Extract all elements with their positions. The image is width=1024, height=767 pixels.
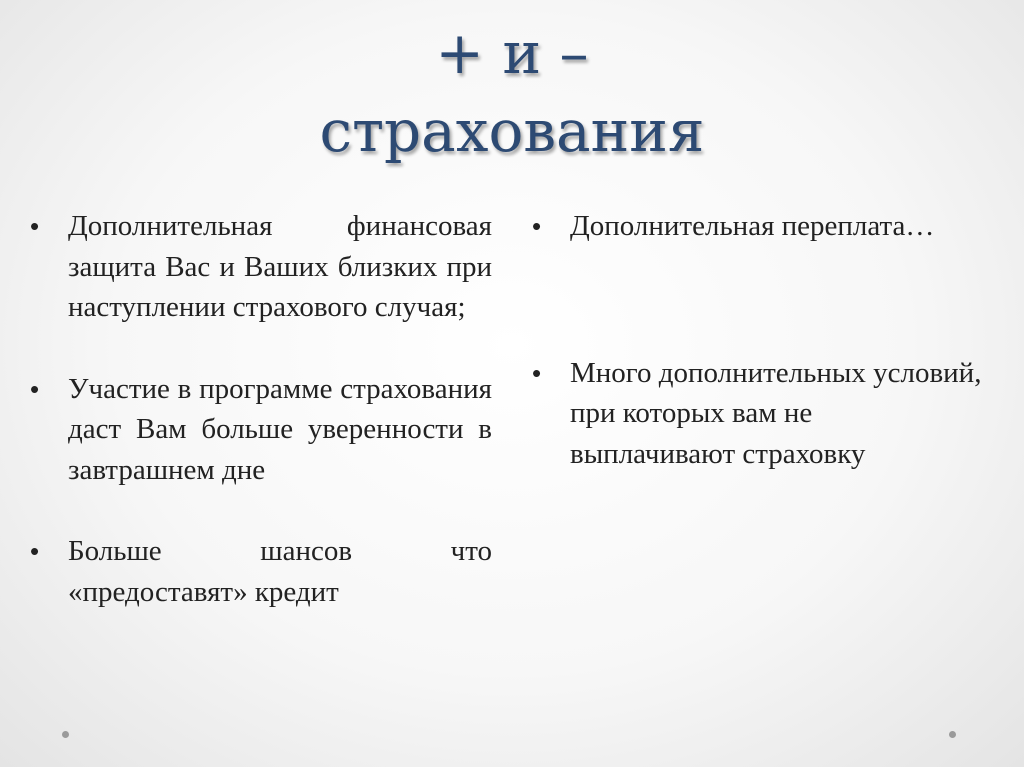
pros-item-1 bbox=[30, 206, 492, 328]
cons-item-1 bbox=[532, 206, 982, 247]
pros-item-2 bbox=[30, 369, 492, 491]
decorative-dot-left bbox=[62, 731, 69, 738]
pros-column bbox=[30, 206, 492, 612]
cons-item-2-text: Много дополнительных условий, при которых вам не выплачивают страховку bbox=[570, 356, 982, 470]
bullet-icon: • bbox=[30, 536, 40, 566]
decorative-dot-right bbox=[949, 731, 956, 738]
pros-item-2-text: Участие в программе страхования даст Вам больше уверенности в завтрашнем дне bbox=[68, 372, 492, 486]
cons-item-2 bbox=[532, 353, 982, 475]
title-line-1: + и – bbox=[435, 19, 589, 87]
cons-column bbox=[532, 206, 982, 474]
pros-item-1-text: Дополнительная финансовая защита Вас и Ваших близких при наступлении страхового случая; bbox=[68, 210, 492, 323]
slide-title bbox=[0, 14, 1024, 170]
bullet-icon: • bbox=[30, 373, 40, 404]
bullet-icon: • bbox=[532, 211, 542, 241]
bullet-icon: • bbox=[30, 211, 40, 241]
pros-item-3-text: Больше шансов что «предоставят» кредит bbox=[68, 535, 492, 608]
title-line-2: страхования bbox=[319, 97, 705, 165]
cons-item-1-text: Дополнительная переплата… bbox=[570, 210, 935, 242]
bullet-icon: • bbox=[532, 357, 542, 388]
pros-item-3 bbox=[30, 531, 492, 612]
